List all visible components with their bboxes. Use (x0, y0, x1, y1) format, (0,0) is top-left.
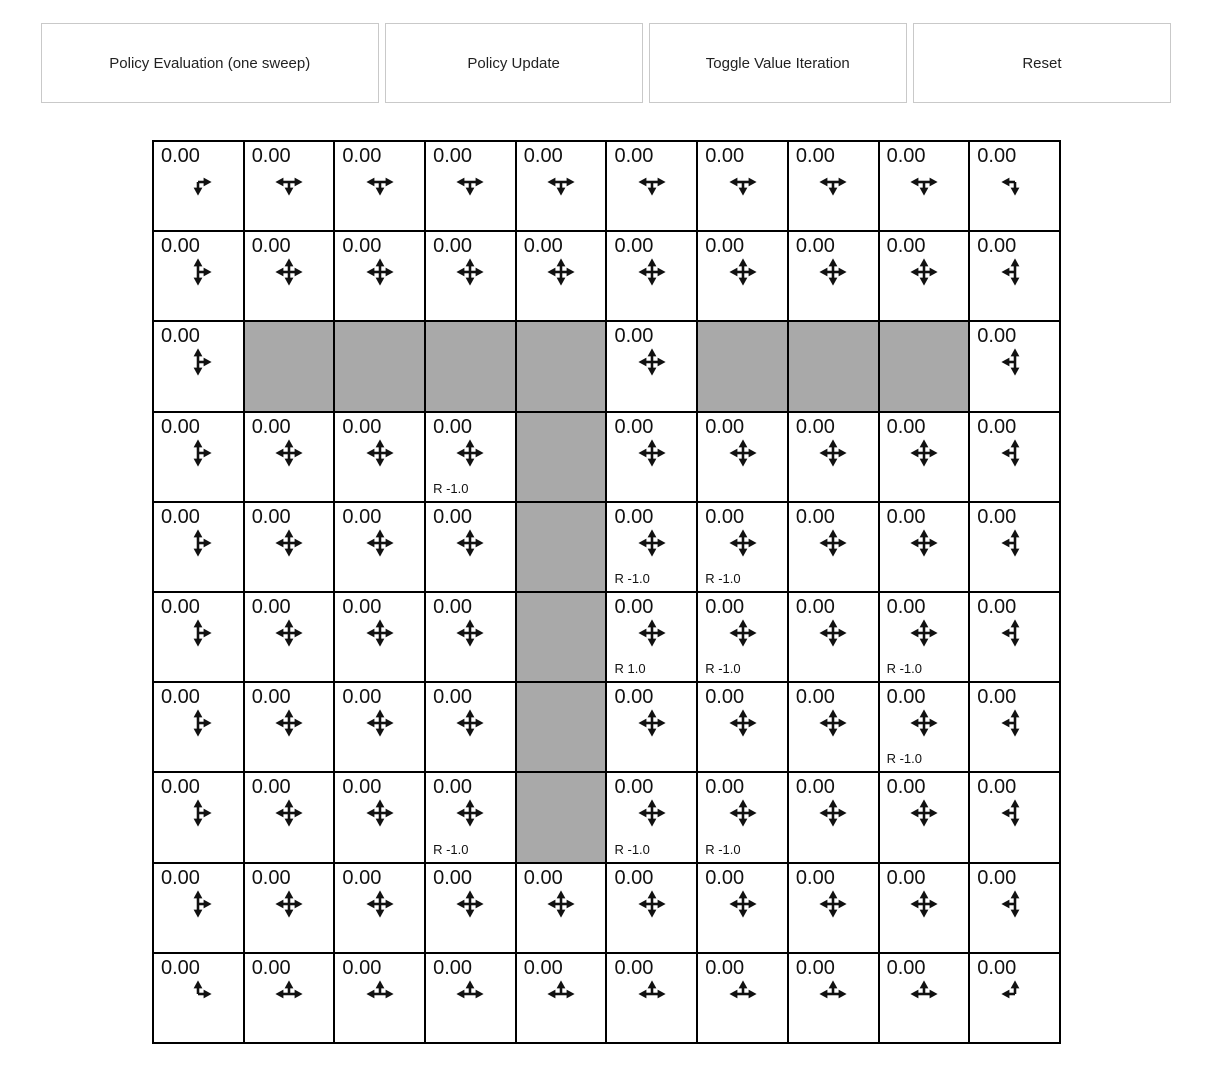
policy-arrows-icon (908, 617, 940, 649)
state-value: 0.00 (161, 325, 200, 348)
policy-arrows-icon (636, 617, 668, 649)
gridworld-grid (152, 140, 1061, 1044)
policy-arrows-icon (636, 437, 668, 469)
policy-arrows-icon (454, 617, 486, 649)
state-value: 0.00 (251, 776, 291, 799)
state-value: 0.00 (251, 505, 291, 528)
grid-cell (880, 503, 969, 591)
reset-button[interactable]: Reset (913, 23, 1171, 103)
grid-cell (789, 593, 878, 681)
grid-cell (335, 954, 424, 1042)
policy-arrows-icon (999, 888, 1031, 920)
policy-arrows-icon (727, 437, 759, 469)
grid-cell (970, 322, 1059, 410)
reward-label: R -1.0 (886, 751, 922, 767)
policy-arrows-icon (817, 256, 849, 288)
grid-cell (880, 683, 969, 771)
policy-arrows-icon (454, 437, 486, 469)
policy-arrows-icon (727, 978, 759, 1010)
grid-cell (517, 864, 606, 952)
state-value: 0.00 (251, 235, 291, 258)
state-value: 0.00 (523, 235, 563, 258)
grid-cell (426, 503, 515, 591)
state-value: 0.00 (886, 415, 926, 438)
policy-arrows-icon (273, 707, 305, 739)
policy-arrows-icon (908, 707, 940, 739)
state-value: 0.00 (251, 595, 291, 618)
grid-cell (335, 773, 424, 861)
policy-arrows-icon (454, 707, 486, 739)
grid-cell (426, 683, 515, 771)
policy-arrows-icon (545, 166, 577, 198)
policy-arrows-icon (545, 888, 577, 920)
policy-arrows-icon (454, 888, 486, 920)
policy-arrows-icon (454, 166, 486, 198)
policy-arrows-icon (636, 346, 668, 378)
state-value: 0.00 (433, 145, 473, 167)
policy-arrows-icon (817, 617, 849, 649)
grid-cell (154, 142, 243, 230)
policy-arrows-icon (636, 978, 668, 1010)
state-value: 0.00 (433, 686, 473, 709)
grid-cell (426, 954, 515, 1042)
policy-arrows-icon (364, 978, 396, 1010)
state-value: 0.00 (886, 505, 926, 528)
policy-arrows-icon (545, 256, 577, 288)
policy-arrows-icon (999, 256, 1031, 288)
reward-label: R -1.0 (705, 841, 741, 857)
policy-arrows-icon (273, 256, 305, 288)
policy-arrows-icon (908, 797, 940, 829)
grid-cell (880, 864, 969, 952)
policy-arrows-icon (817, 978, 849, 1010)
state-value: 0.00 (342, 686, 382, 709)
state-value: 0.00 (433, 866, 473, 889)
toggle-value-iteration-button[interactable]: Toggle Value Iteration (649, 23, 907, 103)
grid-cell (970, 593, 1059, 681)
state-value: 0.00 (705, 145, 745, 167)
grid-cell (698, 864, 787, 952)
state-value: 0.00 (614, 325, 654, 348)
policy-arrows-icon (727, 527, 759, 559)
grid-cell (880, 232, 969, 320)
policy-arrows-icon (817, 437, 849, 469)
state-value: 0.00 (523, 145, 563, 167)
policy-arrows-icon (182, 797, 214, 829)
wall-cell (335, 322, 424, 410)
state-value: 0.00 (251, 866, 291, 889)
state-value: 0.00 (977, 235, 1017, 258)
policy-update-button[interactable]: Policy Update (385, 23, 643, 103)
grid-cell (880, 142, 969, 230)
grid-cell (426, 864, 515, 952)
policy-arrows-icon (364, 707, 396, 739)
policy-arrows-icon (545, 978, 577, 1010)
state-value: 0.00 (795, 505, 835, 528)
policy-arrows-icon (182, 166, 214, 198)
grid-cell (880, 773, 969, 861)
state-value: 0.00 (433, 415, 473, 438)
grid-cell (698, 954, 787, 1042)
state-value: 0.00 (705, 505, 745, 528)
state-value: 0.00 (614, 415, 654, 438)
policy-arrows-icon (999, 978, 1031, 1010)
policy-arrows-icon (999, 166, 1031, 198)
policy-arrows-icon (999, 437, 1031, 469)
wall-cell (517, 322, 606, 410)
policy-arrows-icon (817, 888, 849, 920)
state-value: 0.00 (342, 235, 382, 258)
grid-cell (698, 773, 787, 861)
reward-label: R -1.0 (705, 661, 741, 677)
state-value: 0.00 (614, 866, 654, 889)
state-value: 0.00 (705, 776, 745, 799)
grid-cell (245, 503, 334, 591)
state-value: 0.00 (251, 415, 291, 438)
reward-label: R -1.0 (705, 570, 741, 586)
policy-arrows-icon (182, 346, 214, 378)
grid-cell (970, 683, 1059, 771)
grid-cell (789, 142, 878, 230)
state-value: 0.00 (433, 235, 473, 258)
policy-arrows-icon (364, 256, 396, 288)
grid-cell (698, 683, 787, 771)
policy-arrows-icon (273, 166, 305, 198)
state-value: 0.00 (795, 415, 835, 438)
reward-label: R -1.0 (433, 841, 469, 857)
reward-label: R -1.0 (886, 661, 922, 677)
policy-arrows-icon (817, 166, 849, 198)
policy-arrows-icon (454, 978, 486, 1010)
grid-cell (154, 232, 243, 320)
state-value: 0.00 (795, 686, 835, 709)
grid-cell (426, 232, 515, 320)
grid-cell (245, 413, 334, 501)
grid-cell (970, 142, 1059, 230)
grid-cell (245, 864, 334, 952)
state-value: 0.00 (251, 145, 291, 167)
grid-cell (245, 773, 334, 861)
state-value: 0.00 (433, 776, 473, 799)
grid-cell (426, 593, 515, 681)
grid-cell (426, 773, 515, 861)
grid-cell (698, 503, 787, 591)
policy-arrows-icon (364, 617, 396, 649)
policy-arrows-icon (999, 527, 1031, 559)
policy-arrows-icon (636, 888, 668, 920)
policy-arrows-icon (454, 797, 486, 829)
wall-cell (517, 773, 606, 861)
state-value: 0.00 (342, 415, 382, 438)
grid-cell (245, 683, 334, 771)
state-value: 0.00 (161, 866, 200, 889)
policy-arrows-icon (727, 166, 759, 198)
grid-cell (245, 593, 334, 681)
grid-cell (789, 683, 878, 771)
policy-arrows-icon (817, 707, 849, 739)
state-value: 0.00 (523, 866, 563, 889)
grid-cell (698, 593, 787, 681)
policy-arrows-icon (636, 707, 668, 739)
grid-cell (335, 593, 424, 681)
grid-cell (607, 954, 696, 1042)
grid-cell (880, 593, 969, 681)
state-value: 0.00 (886, 956, 926, 979)
policy-arrows-icon (908, 437, 940, 469)
policy-arrows-icon (727, 797, 759, 829)
state-value: 0.00 (161, 686, 200, 709)
grid-cell (880, 413, 969, 501)
grid-cell (607, 773, 696, 861)
grid-cell (970, 413, 1059, 501)
policy-arrows-icon (454, 256, 486, 288)
grid-cell (698, 413, 787, 501)
grid-cell (154, 954, 243, 1042)
state-value: 0.00 (161, 956, 200, 979)
grid-cell (698, 142, 787, 230)
grid-cell (426, 142, 515, 230)
grid-cell (154, 503, 243, 591)
grid-cell (789, 413, 878, 501)
grid-cell (607, 683, 696, 771)
policy-evaluation-button[interactable]: Policy Evaluation (one sweep) (41, 23, 379, 103)
wall-cell (517, 503, 606, 591)
state-value: 0.00 (161, 415, 200, 438)
policy-arrows-icon (182, 978, 214, 1010)
state-value: 0.00 (433, 595, 473, 618)
policy-arrows-icon (727, 888, 759, 920)
state-value: 0.00 (705, 956, 745, 979)
policy-arrows-icon (727, 256, 759, 288)
policy-arrows-icon (273, 437, 305, 469)
policy-arrows-icon (908, 256, 940, 288)
state-value: 0.00 (886, 686, 926, 709)
state-value: 0.00 (886, 776, 926, 799)
state-value: 0.00 (614, 686, 654, 709)
grid-cell (154, 773, 243, 861)
toolbar (41, 23, 1171, 103)
state-value: 0.00 (977, 505, 1017, 528)
state-value: 0.00 (705, 866, 745, 889)
grid-cell (335, 683, 424, 771)
grid-cell (970, 773, 1059, 861)
policy-arrows-icon (273, 617, 305, 649)
policy-arrows-icon (364, 797, 396, 829)
grid-cell (607, 142, 696, 230)
policy-arrows-icon (727, 707, 759, 739)
state-value: 0.00 (523, 956, 563, 979)
policy-arrows-icon (273, 797, 305, 829)
state-value: 0.00 (251, 686, 291, 709)
grid-cell (607, 503, 696, 591)
policy-arrows-icon (908, 978, 940, 1010)
state-value: 0.00 (161, 235, 200, 258)
state-value: 0.00 (614, 505, 654, 528)
grid-cell (154, 864, 243, 952)
state-value: 0.00 (705, 235, 745, 258)
state-value: 0.00 (342, 866, 382, 889)
policy-arrows-icon (182, 256, 214, 288)
grid-cell (880, 954, 969, 1042)
state-value: 0.00 (977, 145, 1017, 167)
policy-arrows-icon (636, 256, 668, 288)
grid-cell (154, 683, 243, 771)
state-value: 0.00 (614, 145, 654, 167)
grid-cell (335, 864, 424, 952)
state-value: 0.00 (705, 686, 745, 709)
grid-cell (607, 864, 696, 952)
policy-arrows-icon (908, 527, 940, 559)
grid-cell (789, 864, 878, 952)
wall-cell (517, 683, 606, 771)
grid-cell (245, 954, 334, 1042)
policy-arrows-icon (364, 527, 396, 559)
policy-arrows-icon (636, 797, 668, 829)
policy-arrows-icon (908, 888, 940, 920)
state-value: 0.00 (161, 776, 200, 799)
state-value: 0.00 (977, 866, 1017, 889)
grid-cell (698, 232, 787, 320)
state-value: 0.00 (342, 595, 382, 618)
wall-cell (245, 322, 334, 410)
policy-arrows-icon (999, 707, 1031, 739)
state-value: 0.00 (342, 145, 382, 167)
grid-cell (607, 232, 696, 320)
state-value: 0.00 (977, 956, 1017, 979)
policy-arrows-icon (999, 346, 1031, 378)
state-value: 0.00 (886, 595, 926, 618)
policy-arrows-icon (727, 617, 759, 649)
wall-cell (517, 413, 606, 501)
policy-arrows-icon (182, 707, 214, 739)
state-value: 0.00 (433, 505, 473, 528)
state-value: 0.00 (614, 235, 654, 258)
grid-cell (970, 503, 1059, 591)
policy-arrows-icon (273, 978, 305, 1010)
state-value: 0.00 (251, 956, 291, 979)
grid-cell (789, 232, 878, 320)
state-value: 0.00 (614, 956, 654, 979)
grid-cell (335, 413, 424, 501)
grid-cell (335, 142, 424, 230)
grid-cell (517, 142, 606, 230)
policy-arrows-icon (182, 527, 214, 559)
state-value: 0.00 (795, 776, 835, 799)
state-value: 0.00 (342, 956, 382, 979)
wall-cell (517, 593, 606, 681)
state-value: 0.00 (342, 776, 382, 799)
grid-cell (517, 232, 606, 320)
policy-arrows-icon (636, 527, 668, 559)
state-value: 0.00 (161, 145, 200, 167)
policy-arrows-icon (273, 527, 305, 559)
wall-cell (698, 322, 787, 410)
state-value: 0.00 (705, 595, 745, 618)
state-value: 0.00 (886, 145, 926, 167)
policy-arrows-icon (817, 527, 849, 559)
policy-arrows-icon (364, 166, 396, 198)
state-value: 0.00 (977, 415, 1017, 438)
state-value: 0.00 (795, 956, 835, 979)
policy-arrows-icon (273, 888, 305, 920)
grid-cell (517, 954, 606, 1042)
grid-cell (970, 954, 1059, 1042)
policy-arrows-icon (182, 888, 214, 920)
wall-cell (426, 322, 515, 410)
reward-label: R -1.0 (614, 570, 650, 586)
state-value: 0.00 (977, 776, 1017, 799)
policy-arrows-icon (182, 617, 214, 649)
grid-cell (245, 232, 334, 320)
grid-cell (607, 322, 696, 410)
state-value: 0.00 (161, 595, 200, 618)
policy-arrows-icon (364, 437, 396, 469)
state-value: 0.00 (795, 866, 835, 889)
state-value: 0.00 (977, 595, 1017, 618)
state-value: 0.00 (977, 686, 1017, 709)
policy-arrows-icon (817, 797, 849, 829)
grid-cell (607, 593, 696, 681)
grid-cell (789, 773, 878, 861)
reward-label: R -1.0 (433, 480, 469, 496)
policy-arrows-icon (454, 527, 486, 559)
wall-cell (789, 322, 878, 410)
grid-cell (970, 232, 1059, 320)
policy-arrows-icon (908, 166, 940, 198)
state-value: 0.00 (795, 595, 835, 618)
state-value: 0.00 (795, 235, 835, 258)
state-value: 0.00 (795, 145, 835, 167)
grid-cell (154, 322, 243, 410)
policy-arrows-icon (999, 617, 1031, 649)
state-value: 0.00 (886, 866, 926, 889)
state-value: 0.00 (614, 595, 654, 618)
policy-arrows-icon (999, 797, 1031, 829)
grid-cell (789, 954, 878, 1042)
grid-cell (335, 232, 424, 320)
grid-cell (607, 413, 696, 501)
state-value: 0.00 (342, 505, 382, 528)
state-value: 0.00 (705, 415, 745, 438)
reward-label: R -1.0 (614, 841, 650, 857)
state-value: 0.00 (886, 235, 926, 258)
state-value: 0.00 (161, 505, 200, 528)
policy-arrows-icon (636, 166, 668, 198)
state-value: 0.00 (433, 956, 473, 979)
policy-arrows-icon (364, 888, 396, 920)
reward-label: R 1.0 (614, 661, 646, 677)
wall-cell (880, 322, 969, 410)
policy-arrows-icon (182, 437, 214, 469)
grid-cell (789, 503, 878, 591)
grid-cell (245, 142, 334, 230)
grid-cell (335, 503, 424, 591)
state-value: 0.00 (977, 325, 1017, 348)
grid-cell (426, 413, 515, 501)
state-value: 0.00 (614, 776, 654, 799)
grid-cell (970, 864, 1059, 952)
grid-cell (154, 593, 243, 681)
grid-cell (154, 413, 243, 501)
